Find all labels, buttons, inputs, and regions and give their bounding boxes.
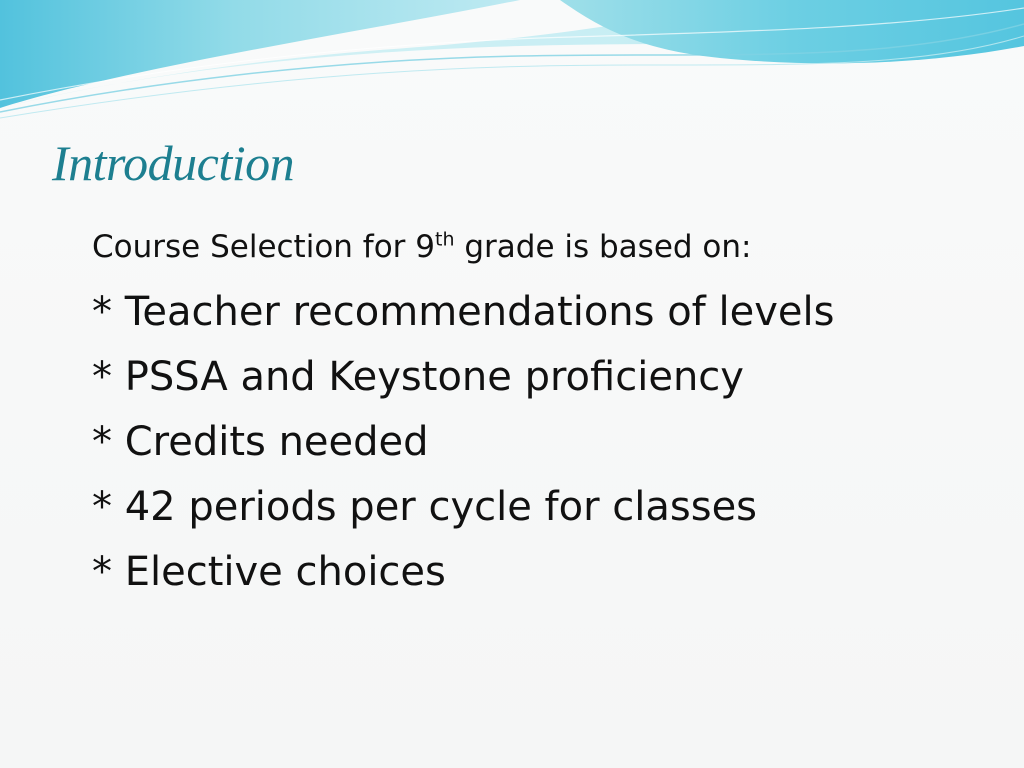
bullet-item: * PSSA and Keystone proficiency (92, 354, 744, 400)
intro-text-after: grade is based on: (454, 229, 752, 265)
decorative-wave-header (0, 0, 1024, 130)
bullet-item: * Elective choices (92, 549, 446, 595)
bullet-list (92, 280, 992, 605)
slide-body (92, 222, 992, 605)
intro-superscript: th (435, 228, 455, 251)
bullet-item: * Teacher recommendations of levels (92, 289, 835, 335)
slide-title: Introduction (52, 135, 295, 191)
intro-line (92, 222, 992, 272)
bullet-item: * Credits needed (92, 419, 429, 465)
bullet-item: * 42 periods per cycle for classes (92, 484, 758, 530)
intro-text-before: Course Selection for 9 (92, 229, 435, 265)
